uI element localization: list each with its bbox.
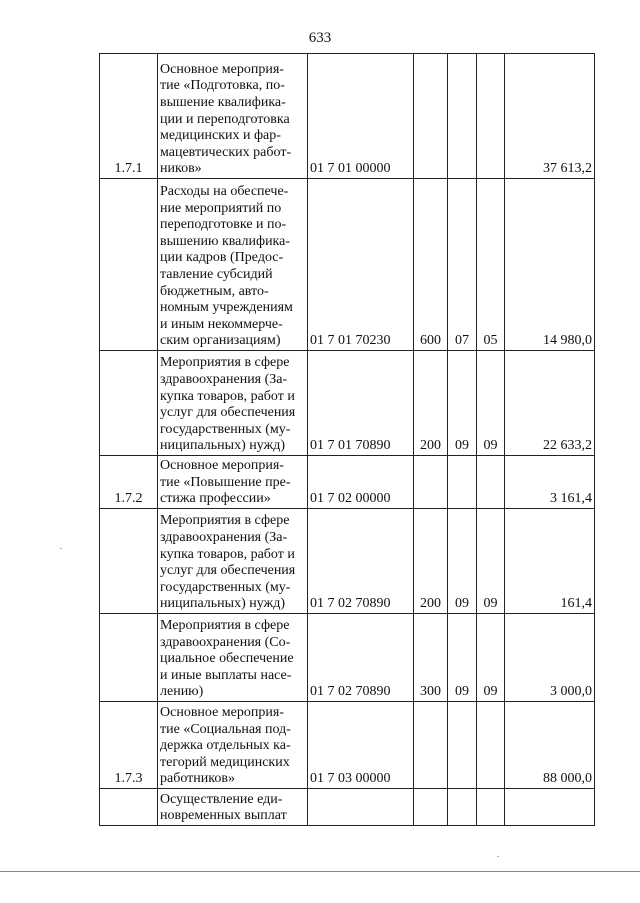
expense-type-code: 300 — [414, 614, 448, 702]
section-code — [448, 789, 477, 826]
amount — [505, 789, 595, 826]
subsection-code: 09 — [477, 614, 505, 702]
table-row — [100, 351, 595, 456]
page-number: 633 — [308, 30, 332, 46]
table-row — [100, 614, 595, 702]
amount: 88 000,0 — [505, 702, 595, 789]
table-row — [100, 54, 595, 179]
table-row — [100, 179, 595, 351]
expense-type-code — [414, 54, 448, 179]
row-number: 1.7.3 — [100, 702, 158, 789]
scan-speck — [497, 856, 499, 857]
section-code: 09 — [448, 509, 477, 614]
row-name: Мероприятия в сфере здравоохранения (За- купка товаров, работ и услуг для обеспечения государственных (му- ниципальных) нужд) — [158, 351, 308, 456]
amount: 3 161,4 — [505, 456, 595, 509]
scan-speck — [60, 548, 62, 549]
subsection-code: 05 — [477, 179, 505, 351]
row-number — [100, 789, 158, 826]
expense-type-code: 200 — [414, 509, 448, 614]
row-name: Мероприятия в сфере здравоохранения (Со- циальное обеспечение и иные выплаты насе- лению) — [158, 614, 308, 702]
expense-type-code: 200 — [414, 351, 448, 456]
row-name: Осуществление еди- новременных выплат — [158, 789, 308, 826]
row-name: Основное мероприя- тие «Подготовка, по- вышение квалифика- ции и переподготовка медицинских и фар- мацевтических работ- ников» — [158, 54, 308, 179]
row-number: 1.7.1 — [100, 54, 158, 179]
target-article-code: 01 7 01 70230 — [308, 179, 414, 351]
target-article-code: 01 7 01 70890 — [308, 351, 414, 456]
target-article-code: 01 7 02 70890 — [308, 509, 414, 614]
row-name: Основное мероприя- тие «Повышение пре- стижа профессии» — [158, 456, 308, 509]
table-row — [100, 702, 595, 789]
target-article-code: 01 7 03 00000 — [308, 702, 414, 789]
section-code: 09 — [448, 614, 477, 702]
bottom-rule — [0, 871, 640, 872]
subsection-code — [477, 789, 505, 826]
section-code — [448, 456, 477, 509]
table-row — [100, 789, 595, 826]
section-code: 09 — [448, 351, 477, 456]
amount: 3 000,0 — [505, 614, 595, 702]
target-article-code: 01 7 01 00000 — [308, 54, 414, 179]
row-name: Мероприятия в сфере здравоохранения (За- купка товаров, работ и услуг для обеспечения государственных (му- ниципальных) нужд) — [158, 509, 308, 614]
row-number — [100, 614, 158, 702]
row-number — [100, 179, 158, 351]
expense-type-code — [414, 789, 448, 826]
expense-type-code — [414, 702, 448, 789]
expense-type-code: 600 — [414, 179, 448, 351]
section-code — [448, 702, 477, 789]
subsection-code: 09 — [477, 351, 505, 456]
subsection-code — [477, 54, 505, 179]
target-article-code — [308, 789, 414, 826]
target-article-code: 01 7 02 70890 — [308, 614, 414, 702]
amount: 22 633,2 — [505, 351, 595, 456]
row-number — [100, 351, 158, 456]
row-name: Расходы на обеспече- ние мероприятий по переподготовке и по- вышению квалифика- ции кадров (Предос- тавление субсидий бюджетным, авто- номным учреждениям и иным некоммерче- ским организациям) — [158, 179, 308, 351]
amount: 161,4 — [505, 509, 595, 614]
table-row — [100, 456, 595, 509]
row-number — [100, 509, 158, 614]
row-name: Основное мероприя- тие «Социальная под- держка отдельных ка- тегорий медицинских работников» — [158, 702, 308, 789]
amount: 37 613,2 — [505, 54, 595, 179]
section-code: 07 — [448, 179, 477, 351]
table-row — [100, 509, 595, 614]
section-code — [448, 54, 477, 179]
expense-type-code — [414, 456, 448, 509]
amount: 14 980,0 — [505, 179, 595, 351]
row-number: 1.7.2 — [100, 456, 158, 509]
budget-table — [99, 53, 595, 826]
target-article-code: 01 7 02 00000 — [308, 456, 414, 509]
subsection-code: 09 — [477, 509, 505, 614]
subsection-code — [477, 702, 505, 789]
subsection-code — [477, 456, 505, 509]
